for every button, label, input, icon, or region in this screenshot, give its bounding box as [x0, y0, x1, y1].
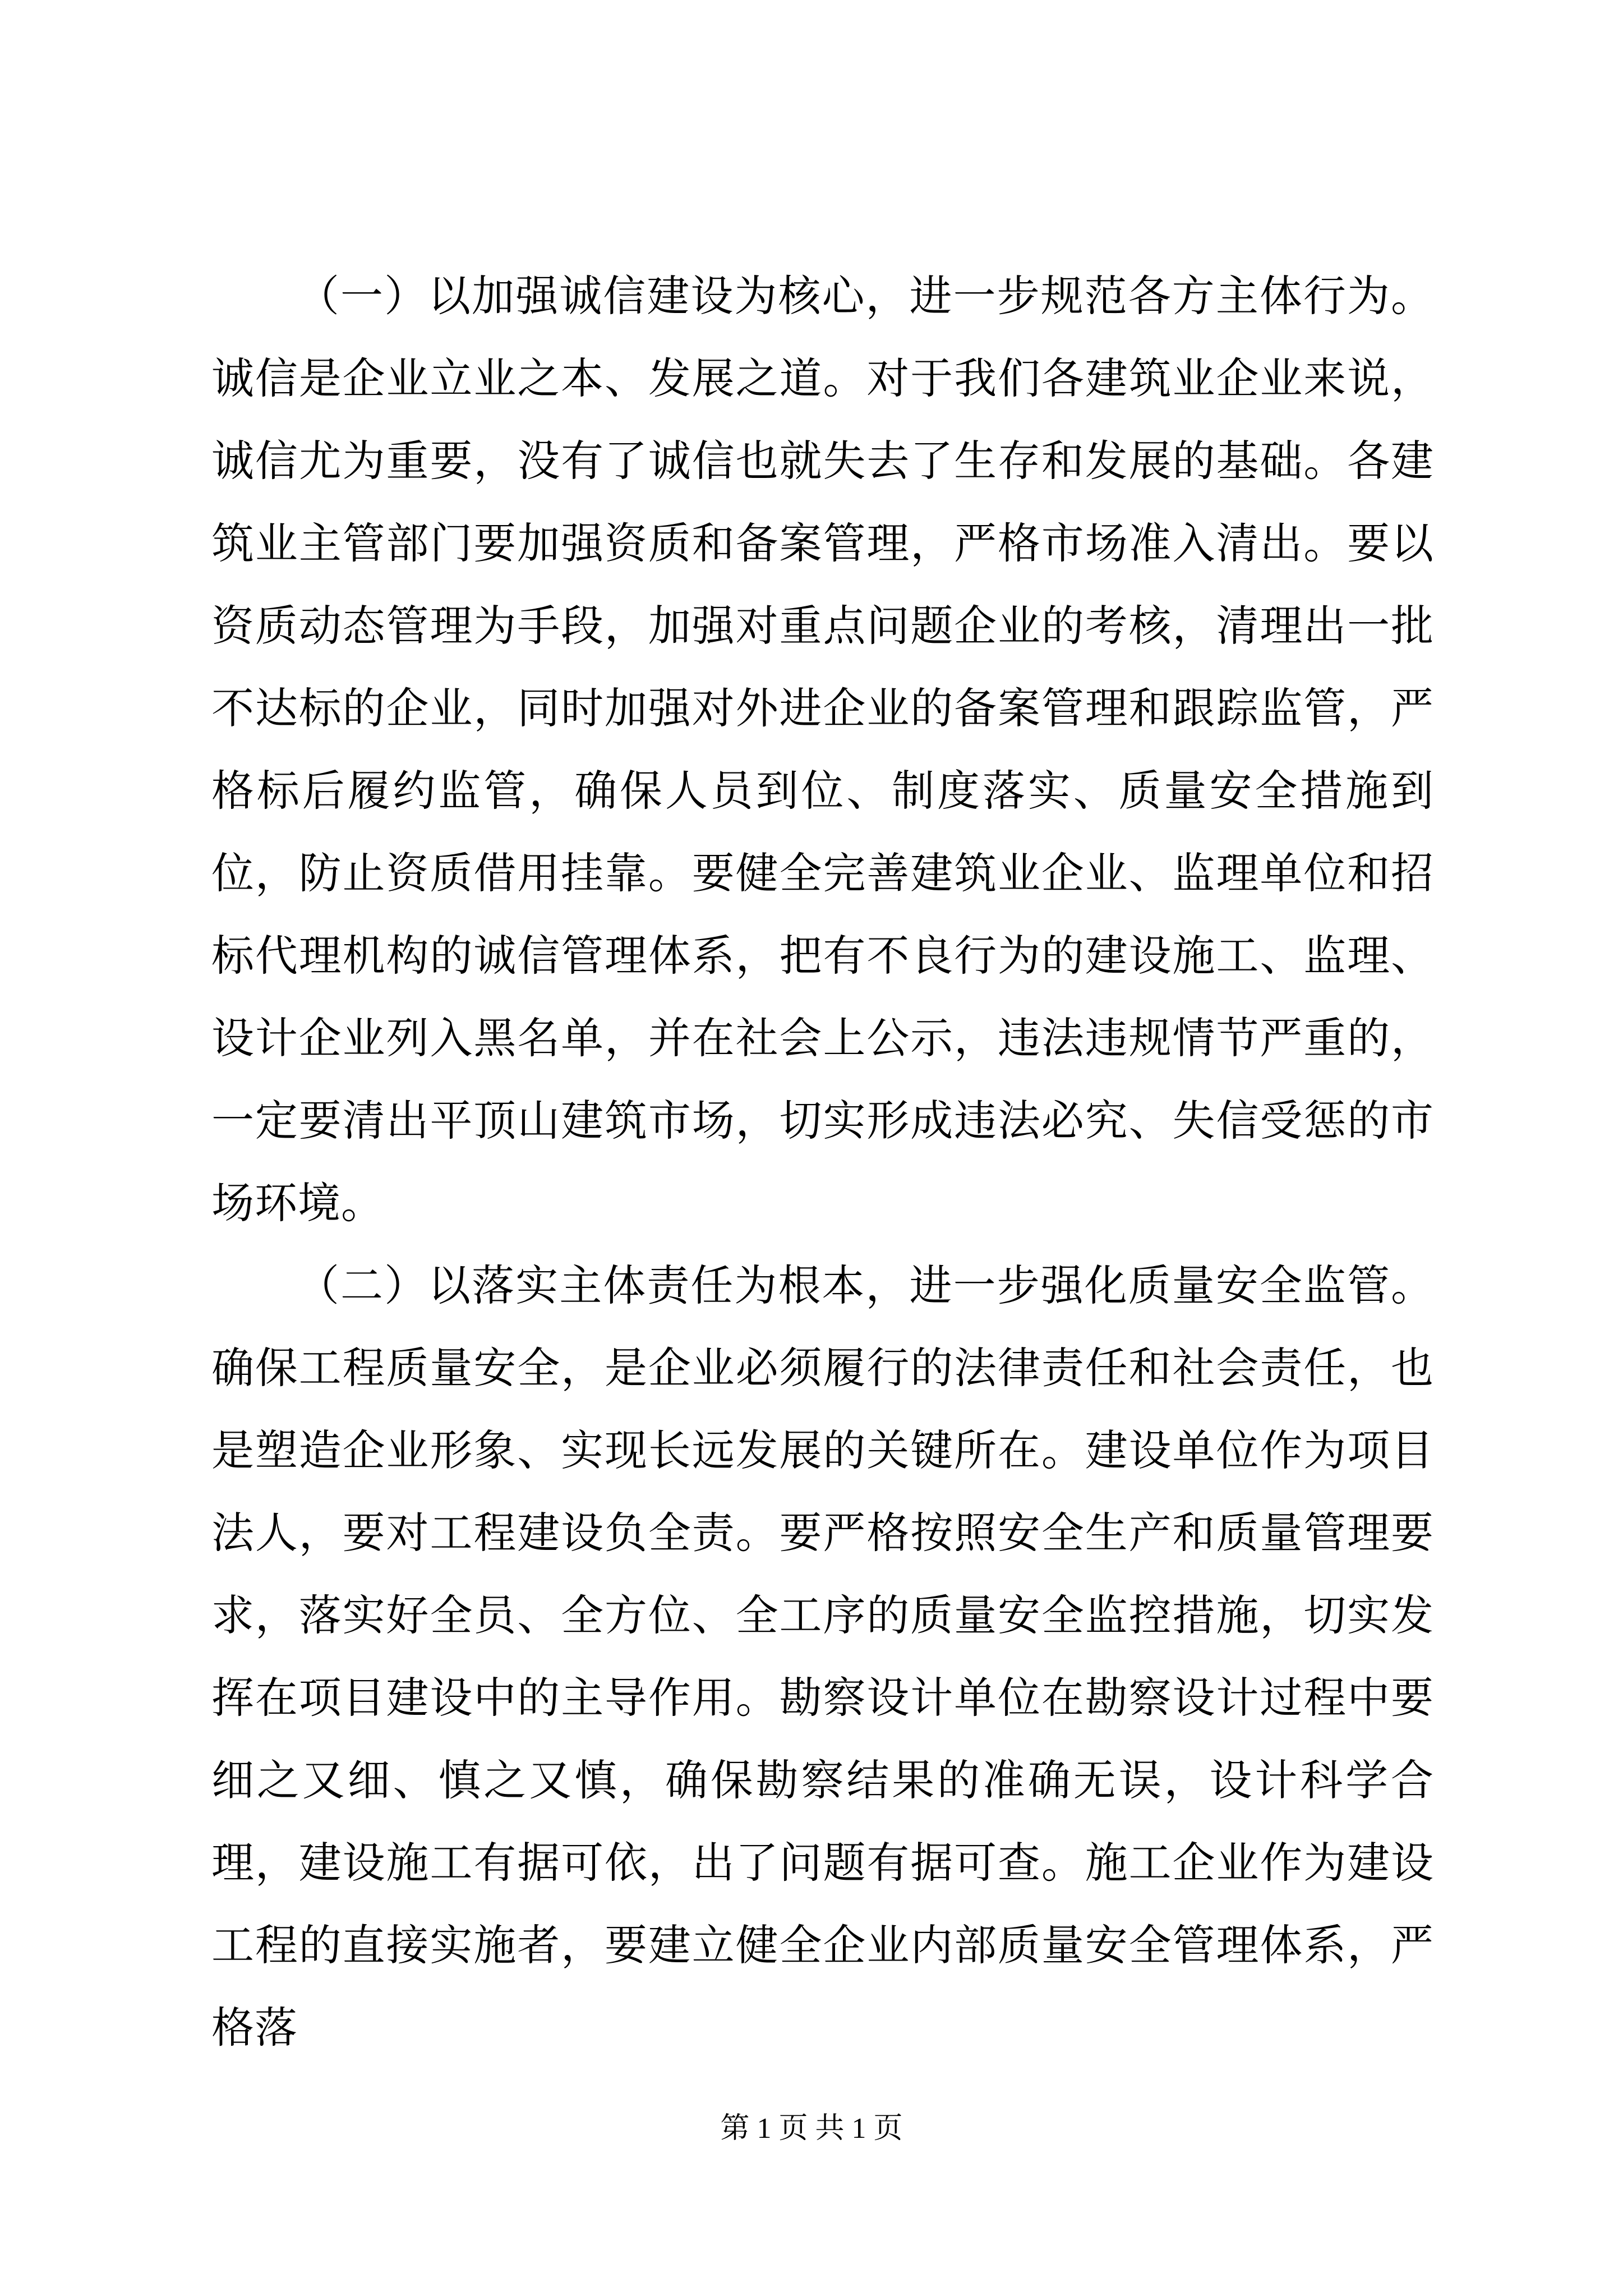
page-footer: 第 1 页 共 1 页 [720, 2113, 903, 2145]
document-body [211, 255, 1434, 2069]
paragraph-2: （二）以落实主体责任为根本，进一步强化质量安全监管。确保工程质量安全，是企业必须履行的法律责任和社会责任，也是塑造企业形象、实现长远发展的关键所在。建设单位作为项目法人，要对工程建设负全责。要严格按照安全生产和质量管理要求，落实好全员、全方位、全工序的质量安全监控措施，切实发挥在项目建设中的主导作用。勘察设计单位在勘察设计过程中要细之又细、慎之又慎，确保勘察结果的准确无误，设计科学合理，建设施工有据可依，出了问题有据可查。施工企业作为建设工程的直接实施者，要建立健全企业内部质量安全管理体系，严格落 [211, 1260, 1434, 2053]
paragraph-1: （一）以加强诚信建设为核心，进一步规范各方主体行为。诚信是企业立业之本、发展之道。对于我们各建筑业企业来说，诚信尤为重要，没有了诚信也就失去了生存和发展的基础。各建筑业主管部门要加强资质和备案管理，严格市场准入清出。要以资质动态管理为手段，加强对重点问题企业的考核，清理出一批不达标的企业，同时加强对外进企业的备案管理和跟踪监管，严格标后履约监管，确保人员到位、制度落实、质量安全措施到位，防止资质借用挂靠。要健全完善建筑业企业、监理单位和招标代理机构的诚信管理体系，把有不良行为的建设施工、监理、设计企业列入黑名单，并在社会上公示，违法违规情节严重的，一定要清出平顶山建筑市场，切实形成违法必究、失信受惩的市场环境。 [211, 271, 1434, 1228]
